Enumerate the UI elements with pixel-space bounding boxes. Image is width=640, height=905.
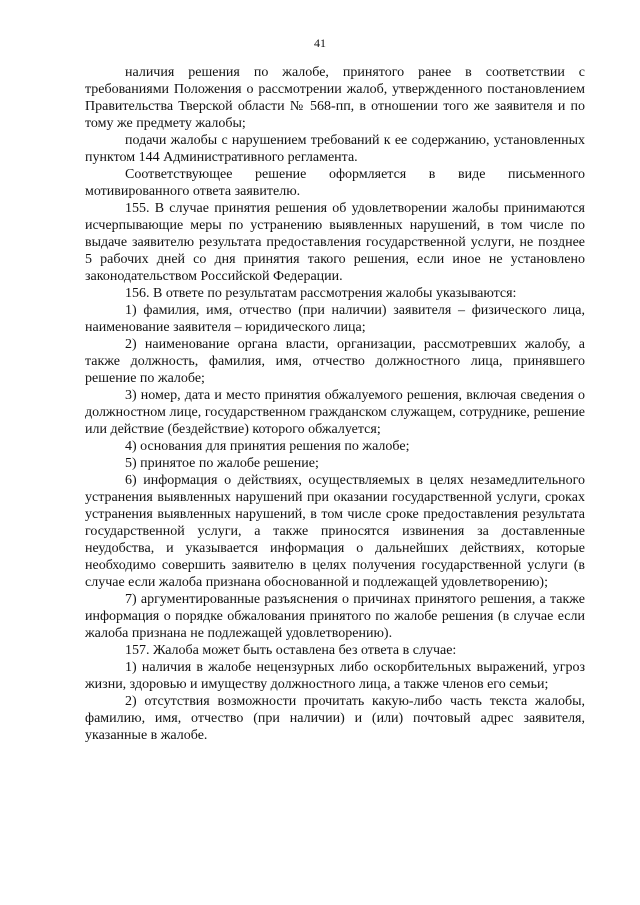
document-body (85, 64, 585, 744)
paragraph-156-item-5: 5) принятое по жалобе решение; (125, 456, 319, 471)
paragraph-content-violation: подачи жалобы с нарушением требований к ее содержанию, установленных пунктом 144 Административного регламента. (85, 133, 585, 165)
paragraph-157-item-1: 1) наличия в жалобе нецензурных либо оскорбительных выражений, угроз жизни, здоровью и имуществу должностного лица, а также членов его семьи; (85, 660, 585, 692)
paragraph-155: 155. В случае принятия решения об удовлетворении жалобы принимаются исчерпывающие меры по устранению выявленных нарушений, в том числе по выдаче заявителю результата предоставления государственной услуги, не позднее 5 рабочих дней со дня принятия такого решения, если иное не установлено законодательством Российской Федерации. (85, 201, 585, 284)
paragraph-156-item-4: 4) основания для принятия решения по жалобе; (125, 439, 410, 454)
paragraph-written-answer: Соответствующее решение оформляется в виде письменного мотивированного ответа заявителю. (85, 167, 585, 199)
paragraph-157-item-2: 2) отсутствия возможности прочитать какую-либо часть текста жалобы, фамилию, имя, отчество (при наличии) и (или) почтовый адрес заявителя, указанные в жалобе. (85, 694, 585, 743)
paragraph-157: 157. Жалоба может быть оставлена без ответа в случае: (125, 643, 457, 658)
paragraph-156-item-2: 2) наименование органа власти, организации, рассмотревших жалобу, а также должность, фамилия, имя, отчество должностного лица, принявшего решение по жалобе; (85, 337, 585, 386)
paragraph-156-item-3: 3) номер, дата и место принятия обжалуемого решения, включая сведения о должностном лице, государственном гражданском служащем, сотруднике, решение или действие (бездействие) которого обжалуется; (85, 388, 585, 437)
paragraph-repeat-complaint: наличия решения по жалобе, принятого ранее в соответствии с требованиями Положения о рассмотрении жалоб, утвержденного постановлением Правительства Тверской области № 568-пп, в отношении того же заявителя и по тому же предмету жалобы; (85, 65, 585, 131)
paragraph-156-item-6: 6) информация о действиях, осуществляемых в целях незамедлительного устранения выявленных нарушений при оказании государственной услуги, сроках устранения выявленных нарушений, в том числе сроке предоставления результата государственной услуги, а также приносятся извинения за доставленные неудобства, и указывается информация о дальнейших действиях, которые необходимо совершить заявителю в целях получения государственной услуги (в случае если жалоба признана обоснованной и подлежащей удовлетворению); (85, 473, 585, 590)
page-number: 41 (314, 36, 326, 50)
paragraph-156-item-1: 1) фамилия, имя, отчество (при наличии) заявителя – физического лица, наименование заявителя – юридического лица; (85, 303, 585, 335)
paragraph-156: 156. В ответе по результатам рассмотрения жалобы указываются: (125, 286, 517, 301)
paragraph-156-item-7: 7) аргументированные разъяснения о причинах принятого решения, а также информация о порядке обжалования принятого по жалобе решения (в случае если жалоба признана не подлежащей удовлетворению). (85, 592, 585, 641)
